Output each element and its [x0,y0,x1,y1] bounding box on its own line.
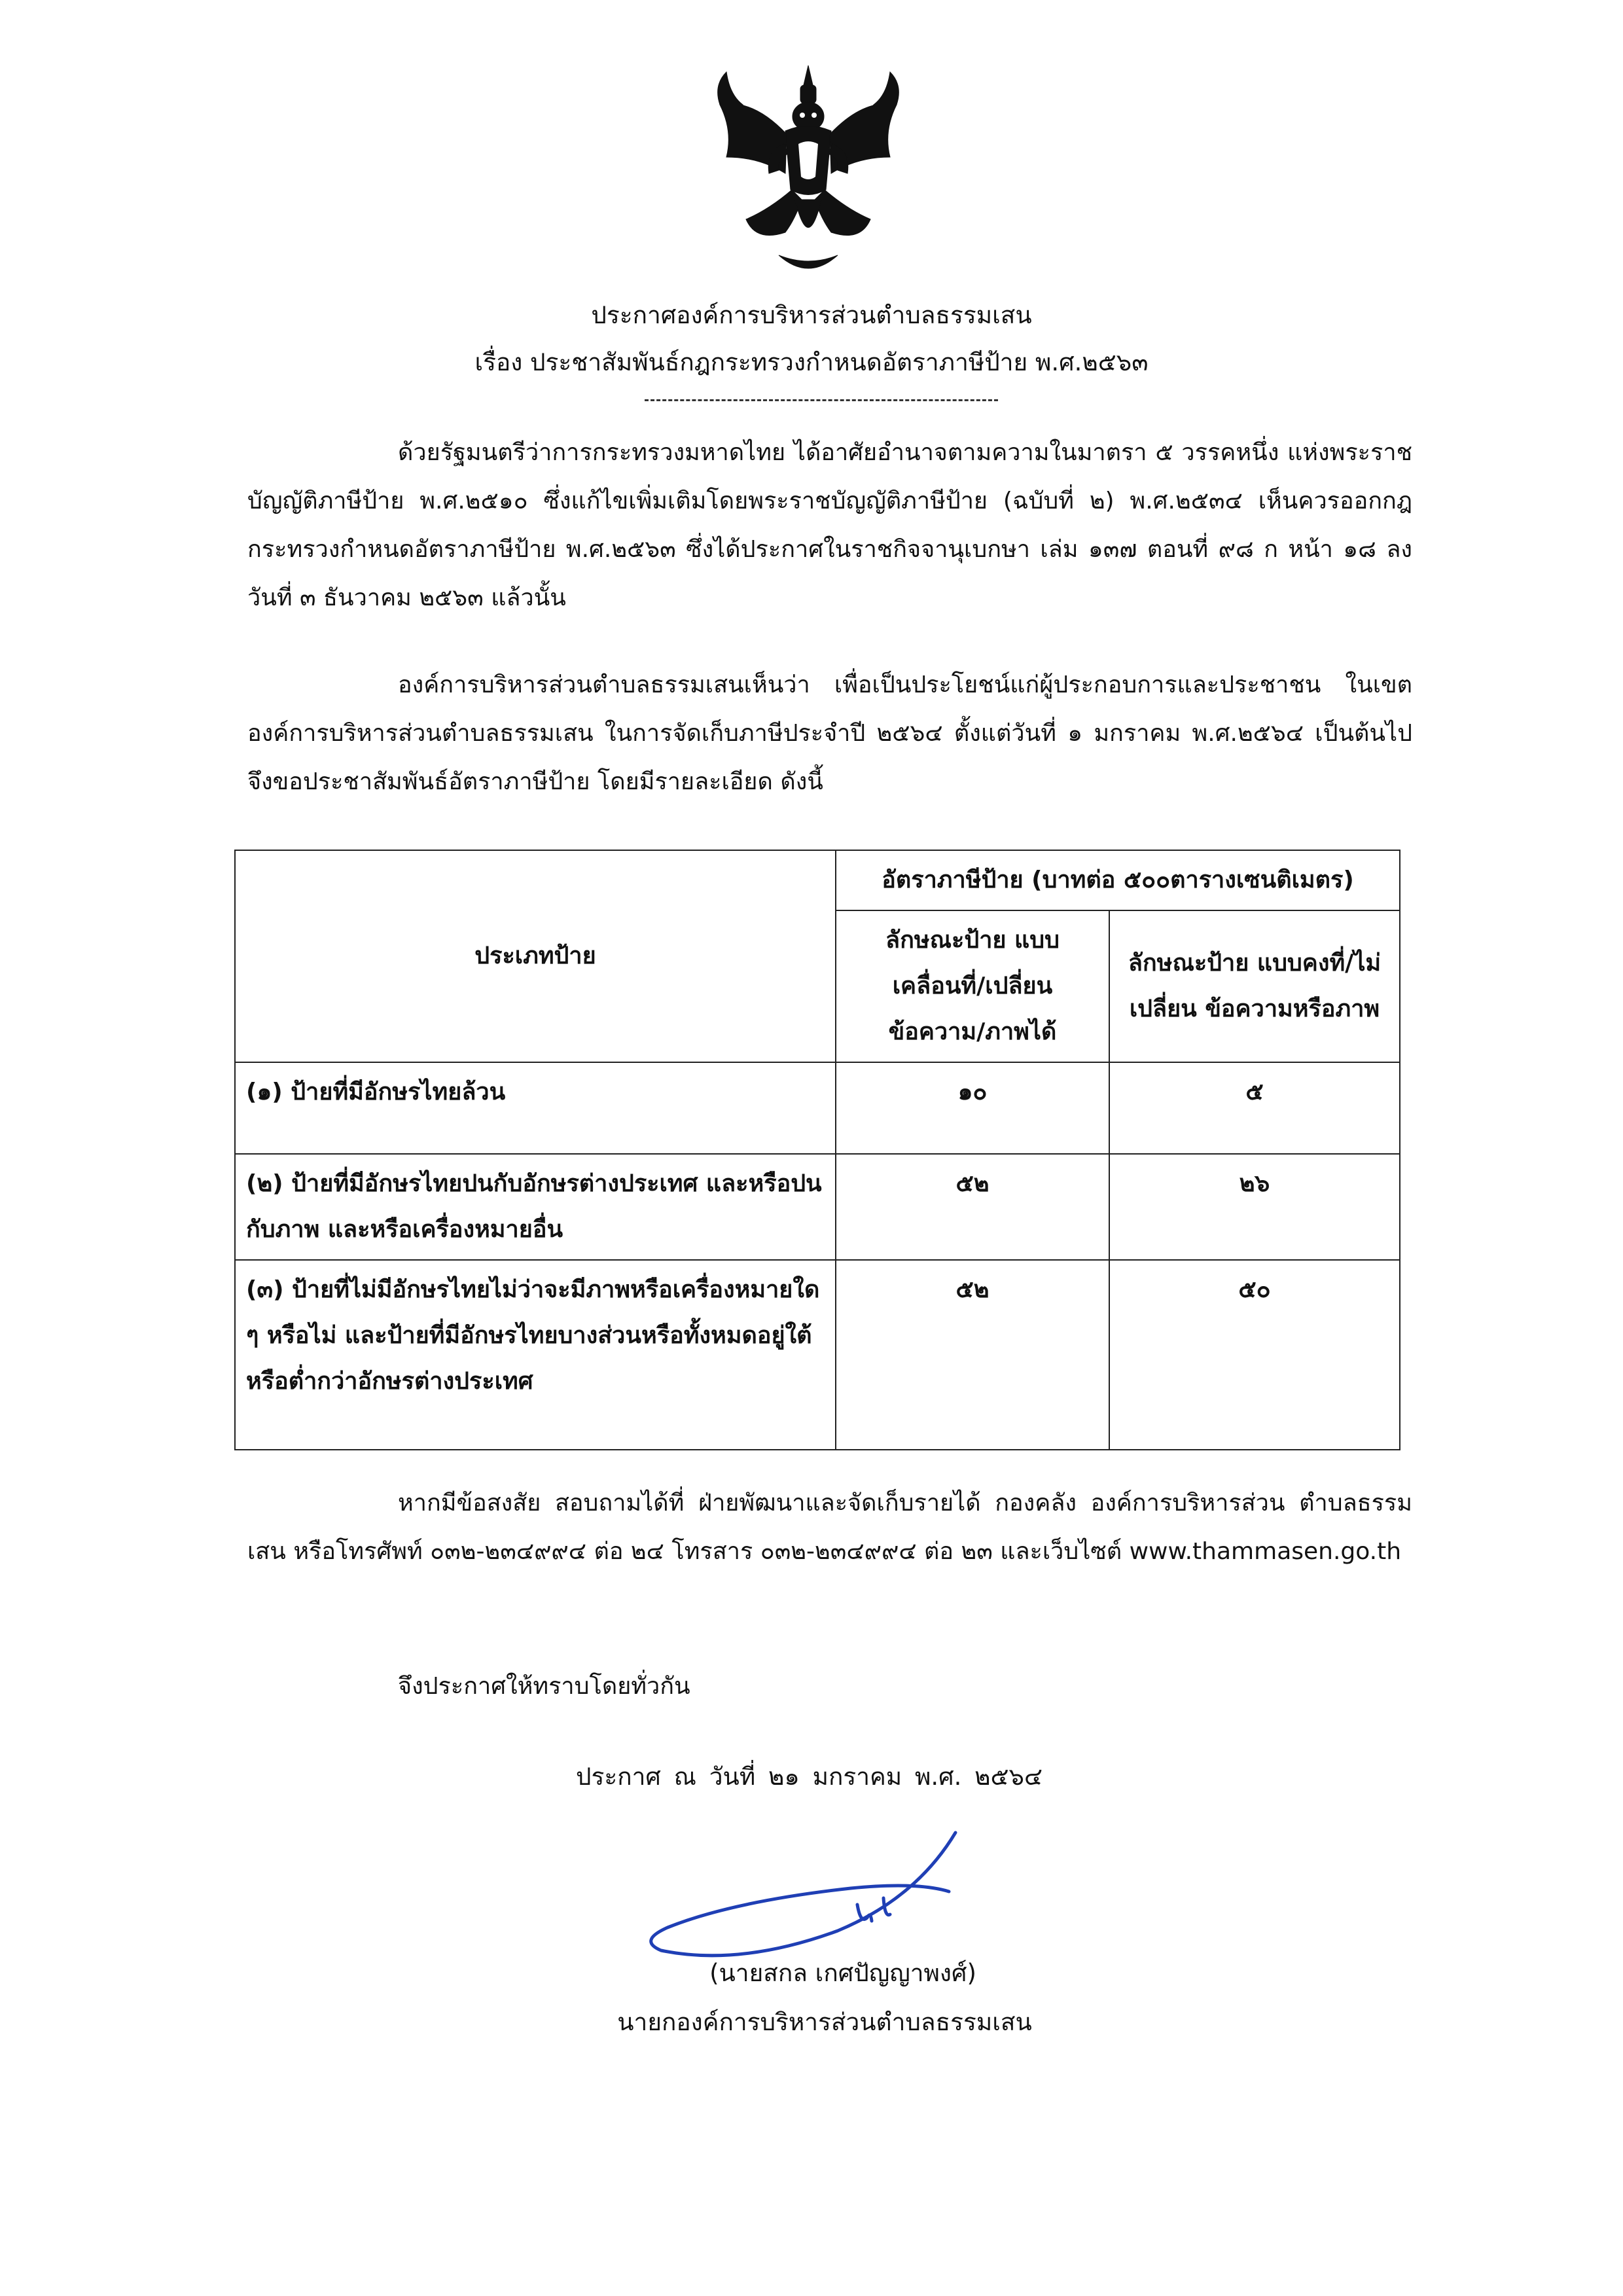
paragraph-2-text: องค์การบริหารส่วนตำบลธรรมเสนเห็นว่า เพื่อเป็นประโยชน์แก่ผู้ประกอบการและประชาชน ในเขตองค์การบริหารส่วนตำบลธรรมเสน ในการจัดเก็บภาษีประจำปี ๒๕๖๔ ตั้งแต่วันที่ ๑ มกราคม พ.ศ.๒๕๖๔ เป็นต้นไป จึงขอประชาสัมพันธ์อัตราภาษีป้าย โดยมีรายละเอียด ดังนี้ [247,672,1412,795]
header-sign-type: ประเภทป้าย [235,850,836,1062]
paragraph-1-text: ด้วยรัฐมนตรีว่าการกระทรวงมหาดไทย ได้อาศัยอำนาจตามความในมาตรา ๕ วรรคหนึ่ง แห่งพระราชบัญญัติภาษีป้าย พ.ศ.๒๕๑๐ ซึ่งแก้ไขเพิ่มเติมโดยพระราชบัญญัติภาษีป้าย (ฉบับที่ ๒) พ.ศ.๒๕๓๔ เห็นควรออกกฎกระทรวงกำหนดอัตราภาษีป้าย พ.ศ.๒๕๖๓ ซึ่งได้ประกาศในราชกิจจานุเบกษา เล่ม ๑๓๗ ตอนที่ ๙๘ ก หน้า ๑๘ ลงวันที่ ๓ ธันวาคม ๒๕๖๓ แล้วนั้น [247,439,1412,611]
sign-tax-rate-table [234,850,1400,1450]
paragraph-4 [247,1662,1412,1711]
row-3-moving-rate: ๕๒ [836,1260,1109,1450]
row-3-fixed-rate: ๕๐ [1109,1260,1400,1450]
announcement-title: ประกาศองค์การบริหารส่วนตำบลธรรมเสน [591,301,1032,329]
header-fixed-sign: ลักษณะป้าย แบบคงที่/ไม่เปลี่ยน ข้อความหรือภาพ [1109,910,1400,1062]
announcement-dateline: ประกาศ ณ วันที่ ๒๑ มกราคม พ.ศ. ๒๕๖๔ [576,1763,1043,1791]
paragraph-4-text: จึงประกาศให้ทราบโดยทั่วกัน [398,1673,690,1700]
handwritten-signature-icon [641,1820,982,1970]
row-1-type: (๑) ป้ายที่มีอักษรไทยล้วน [235,1062,836,1154]
table-row [235,1260,1400,1450]
paragraph-3 [247,1479,1412,1576]
row-2-fixed-rate: ๒๖ [1109,1154,1400,1260]
announcement-subject: เรื่อง ประชาสัมพันธ์กฎกระทรวงกำหนดอัตราภาษีป้าย พ.ศ.๒๕๖๓ [474,348,1149,376]
row-2-moving-rate: ๕๒ [836,1154,1109,1260]
table-header-row [235,850,1400,910]
paragraph-3-text: หากมีข้อสงสัย สอบถามได้ที่ ฝ่ายพัฒนาและจัดเก็บรายได้ กองคลัง องค์การบริหารส่วน ตำบลธรรมเสน หรือโทรศัพท์ ๐๓๒-๒๓๔๙๙๔ ต่อ ๒๔ โทรสาร ๐๓๒-๒๓๔๙๙๔ ต่อ ๒๓ และเว็บไซต์ www.thammasen.go.th [247,1490,1412,1565]
row-1-fixed-rate: ๕ [1109,1062,1400,1154]
table-row [235,1154,1400,1260]
signer-name: (นายสกล เกศปัญญาพงศ์) [709,1959,976,1987]
signer-title: นายกองค์การบริหารส่วนตำบลธรรมเสน [617,2008,1032,2036]
header-tax-rate: อัตราภาษีป้าย (บาทต่อ ๕๐๐ตารางเซนติเมตร) [836,850,1400,910]
header-moving-sign: ลักษณะป้าย แบบเคลื่อนที่/เปลี่ยน ข้อความ/ภาพได้ [836,910,1109,1062]
garuda-emblem-icon [707,59,910,288]
title-divider [645,399,998,401]
paragraph-1 [247,429,1412,622]
paragraph-2 [247,661,1412,806]
row-1-moving-rate: ๑๐ [836,1062,1109,1154]
table-row [235,1062,1400,1154]
row-3-type: (๓) ป้ายที่ไม่มีอักษรไทยไม่ว่าจะมีภาพหรือเครื่องหมายใด ๆ หรือไม่ และป้ายที่มีอักษรไทยบางส่วนหรือทั้งหมดอยู่ใต้หรือต่ำกว่าอักษรต่างประเทศ [235,1260,836,1450]
row-2-type: (๒) ป้ายที่มีอักษรไทยปนกับอักษรต่างประเทศ และหรือปนกับภาพ และหรือเครื่องหมายอื่น [235,1154,836,1260]
